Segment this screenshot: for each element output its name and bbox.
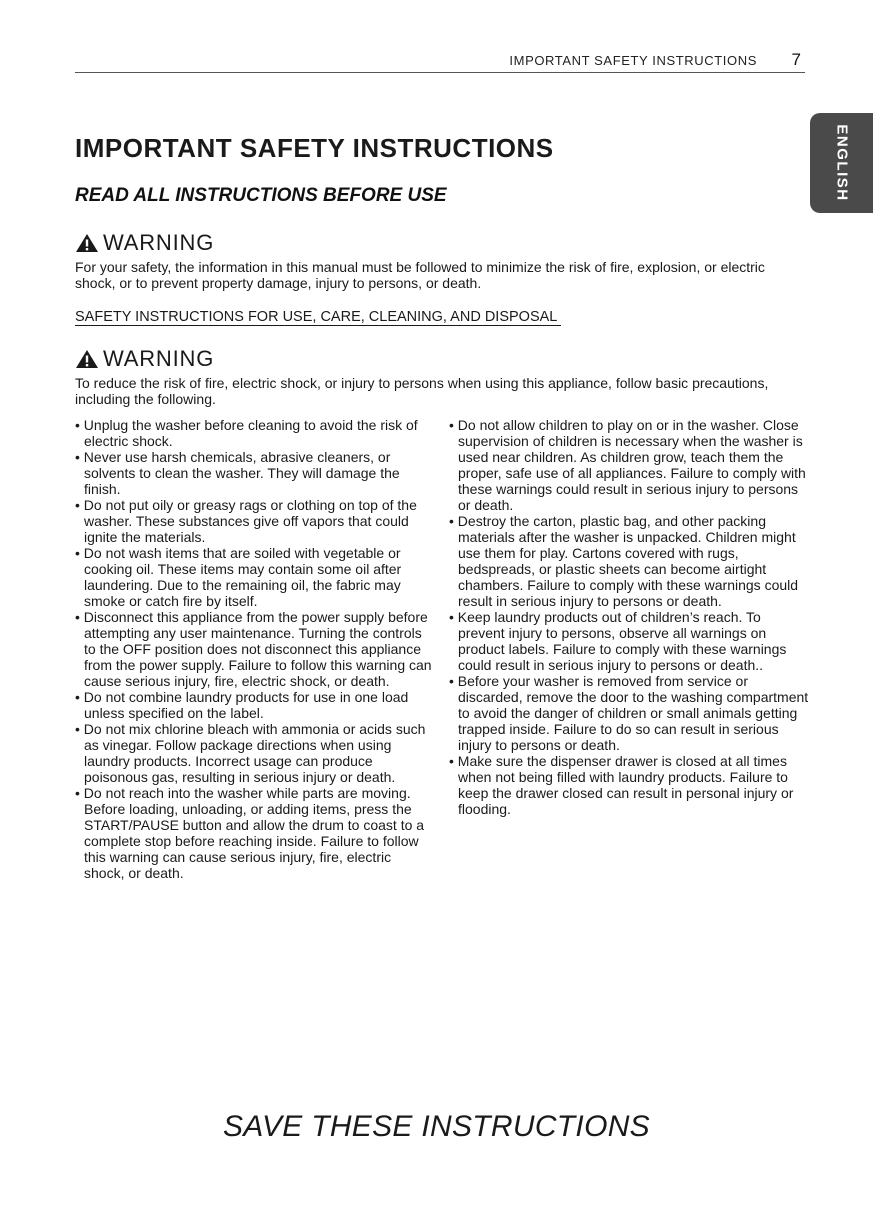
warning-triangle-icon bbox=[75, 349, 99, 369]
running-header: IMPORTANT SAFETY INSTRUCTIONS bbox=[509, 53, 757, 68]
list-item: • Keep laundry products out of children’s reach. To prevent injury to persons, observe all warnings on product labels. Failure to comply with these warnings could result in serious injury to persons or death.. bbox=[449, 609, 809, 673]
language-tab bbox=[810, 113, 873, 213]
list-item: • Destroy the carton, plastic bag, and other packing materials after the washer is unpacked. Children might use them for play. Cartons covered with rugs, bedspreads, or plastic sheets can become airtight chambers. Failure to comply with these warnings could result in serious injury to persons or death. bbox=[449, 513, 809, 609]
list-item: • Do not wash items that are soiled with vegetable or cooking oil. These items may contain some oil after laundering. Due to the remaining oil, the fabric may smoke or catch fire by itself. bbox=[75, 545, 435, 609]
page-number: 7 bbox=[791, 50, 801, 69]
footer-save-instructions: SAVE THESE INSTRUCTIONS bbox=[223, 1110, 650, 1143]
list-item: • Disconnect this appliance from the power supply before attempting any user maintenance. Turning the controls to the OFF position does not disconnect this appliance from the power supply. Failure to follow this warning can cause serious injury, fire, electric shock, or death. bbox=[75, 609, 435, 689]
list-item: • Do not allow children to play on or in the washer. Close supervision of children is necessary when the washer is used near children. As children grow, teach them the proper, safe use of all appliances. Failure to comply with these warnings could result in serious injury to persons or death. bbox=[449, 417, 809, 513]
warning-heading-1 bbox=[75, 230, 214, 256]
list-item: • Make sure the dispenser drawer is closed at all times when not being filled with laundry products. Failure to keep the drawer closed can result in personal injury or flooding. bbox=[449, 753, 809, 817]
safety-list-left bbox=[75, 417, 435, 881]
list-item: • Do not mix chlorine bleach with ammonia or acids such as vinegar. Follow package directions when using laundry products. Incorrect usage can produce poisonous gas, resulting in serious injury or death. bbox=[75, 721, 435, 785]
warning-triangle-icon bbox=[75, 233, 99, 253]
warning-text-2: To reduce the risk of fire, electric shock, or injury to persons when using this appliance, follow basic precautions, including the following. bbox=[75, 375, 769, 407]
header-divider bbox=[75, 72, 805, 73]
warning-text-1: For your safety, the information in this manual must be followed to minimize the risk of fire, explosion, or electric shock, or to prevent property damage, injury to persons, or death. bbox=[75, 259, 765, 291]
safety-list-right bbox=[449, 417, 809, 817]
section-title: SAFETY INSTRUCTIONS FOR USE, CARE, CLEANING, AND DISPOSAL bbox=[75, 309, 561, 326]
warning-label: WARNING bbox=[103, 346, 215, 371]
warning-label: WARNING bbox=[103, 230, 215, 255]
list-item: • Never use harsh chemicals, abrasive cleaners, or solvents to clean the washer. They will damage the finish. bbox=[75, 449, 435, 497]
list-item: • Do not combine laundry products for use in one load unless specified on the label. bbox=[75, 689, 435, 721]
language-tab-label: ENGLISH bbox=[833, 124, 850, 202]
page-title: IMPORTANT SAFETY INSTRUCTIONS bbox=[75, 133, 554, 163]
list-item: • Unplug the washer before cleaning to avoid the risk of electric shock. bbox=[75, 417, 435, 449]
list-item: • Do not put oily or greasy rags or clothing on top of the washer. These substances give off vapors that could ignite the materials. bbox=[75, 497, 435, 545]
warning-heading-2 bbox=[75, 346, 214, 372]
list-item: • Do not reach into the washer while parts are moving. Before loading, unloading, or adding items, press the START/PAUSE button and allow the drum to coast to a complete stop before reaching inside. Failure to follow this warning can cause serious injury, fire, electric shock, or death. bbox=[75, 785, 435, 881]
page-subtitle: READ ALL INSTRUCTIONS BEFORE USE bbox=[75, 185, 447, 206]
list-item: • Before your washer is removed from service or discarded, remove the door to the washing compartment to avoid the danger of children or small animals getting trapped inside. Failure to do so can result in serious injury to persons or death. bbox=[449, 673, 809, 753]
